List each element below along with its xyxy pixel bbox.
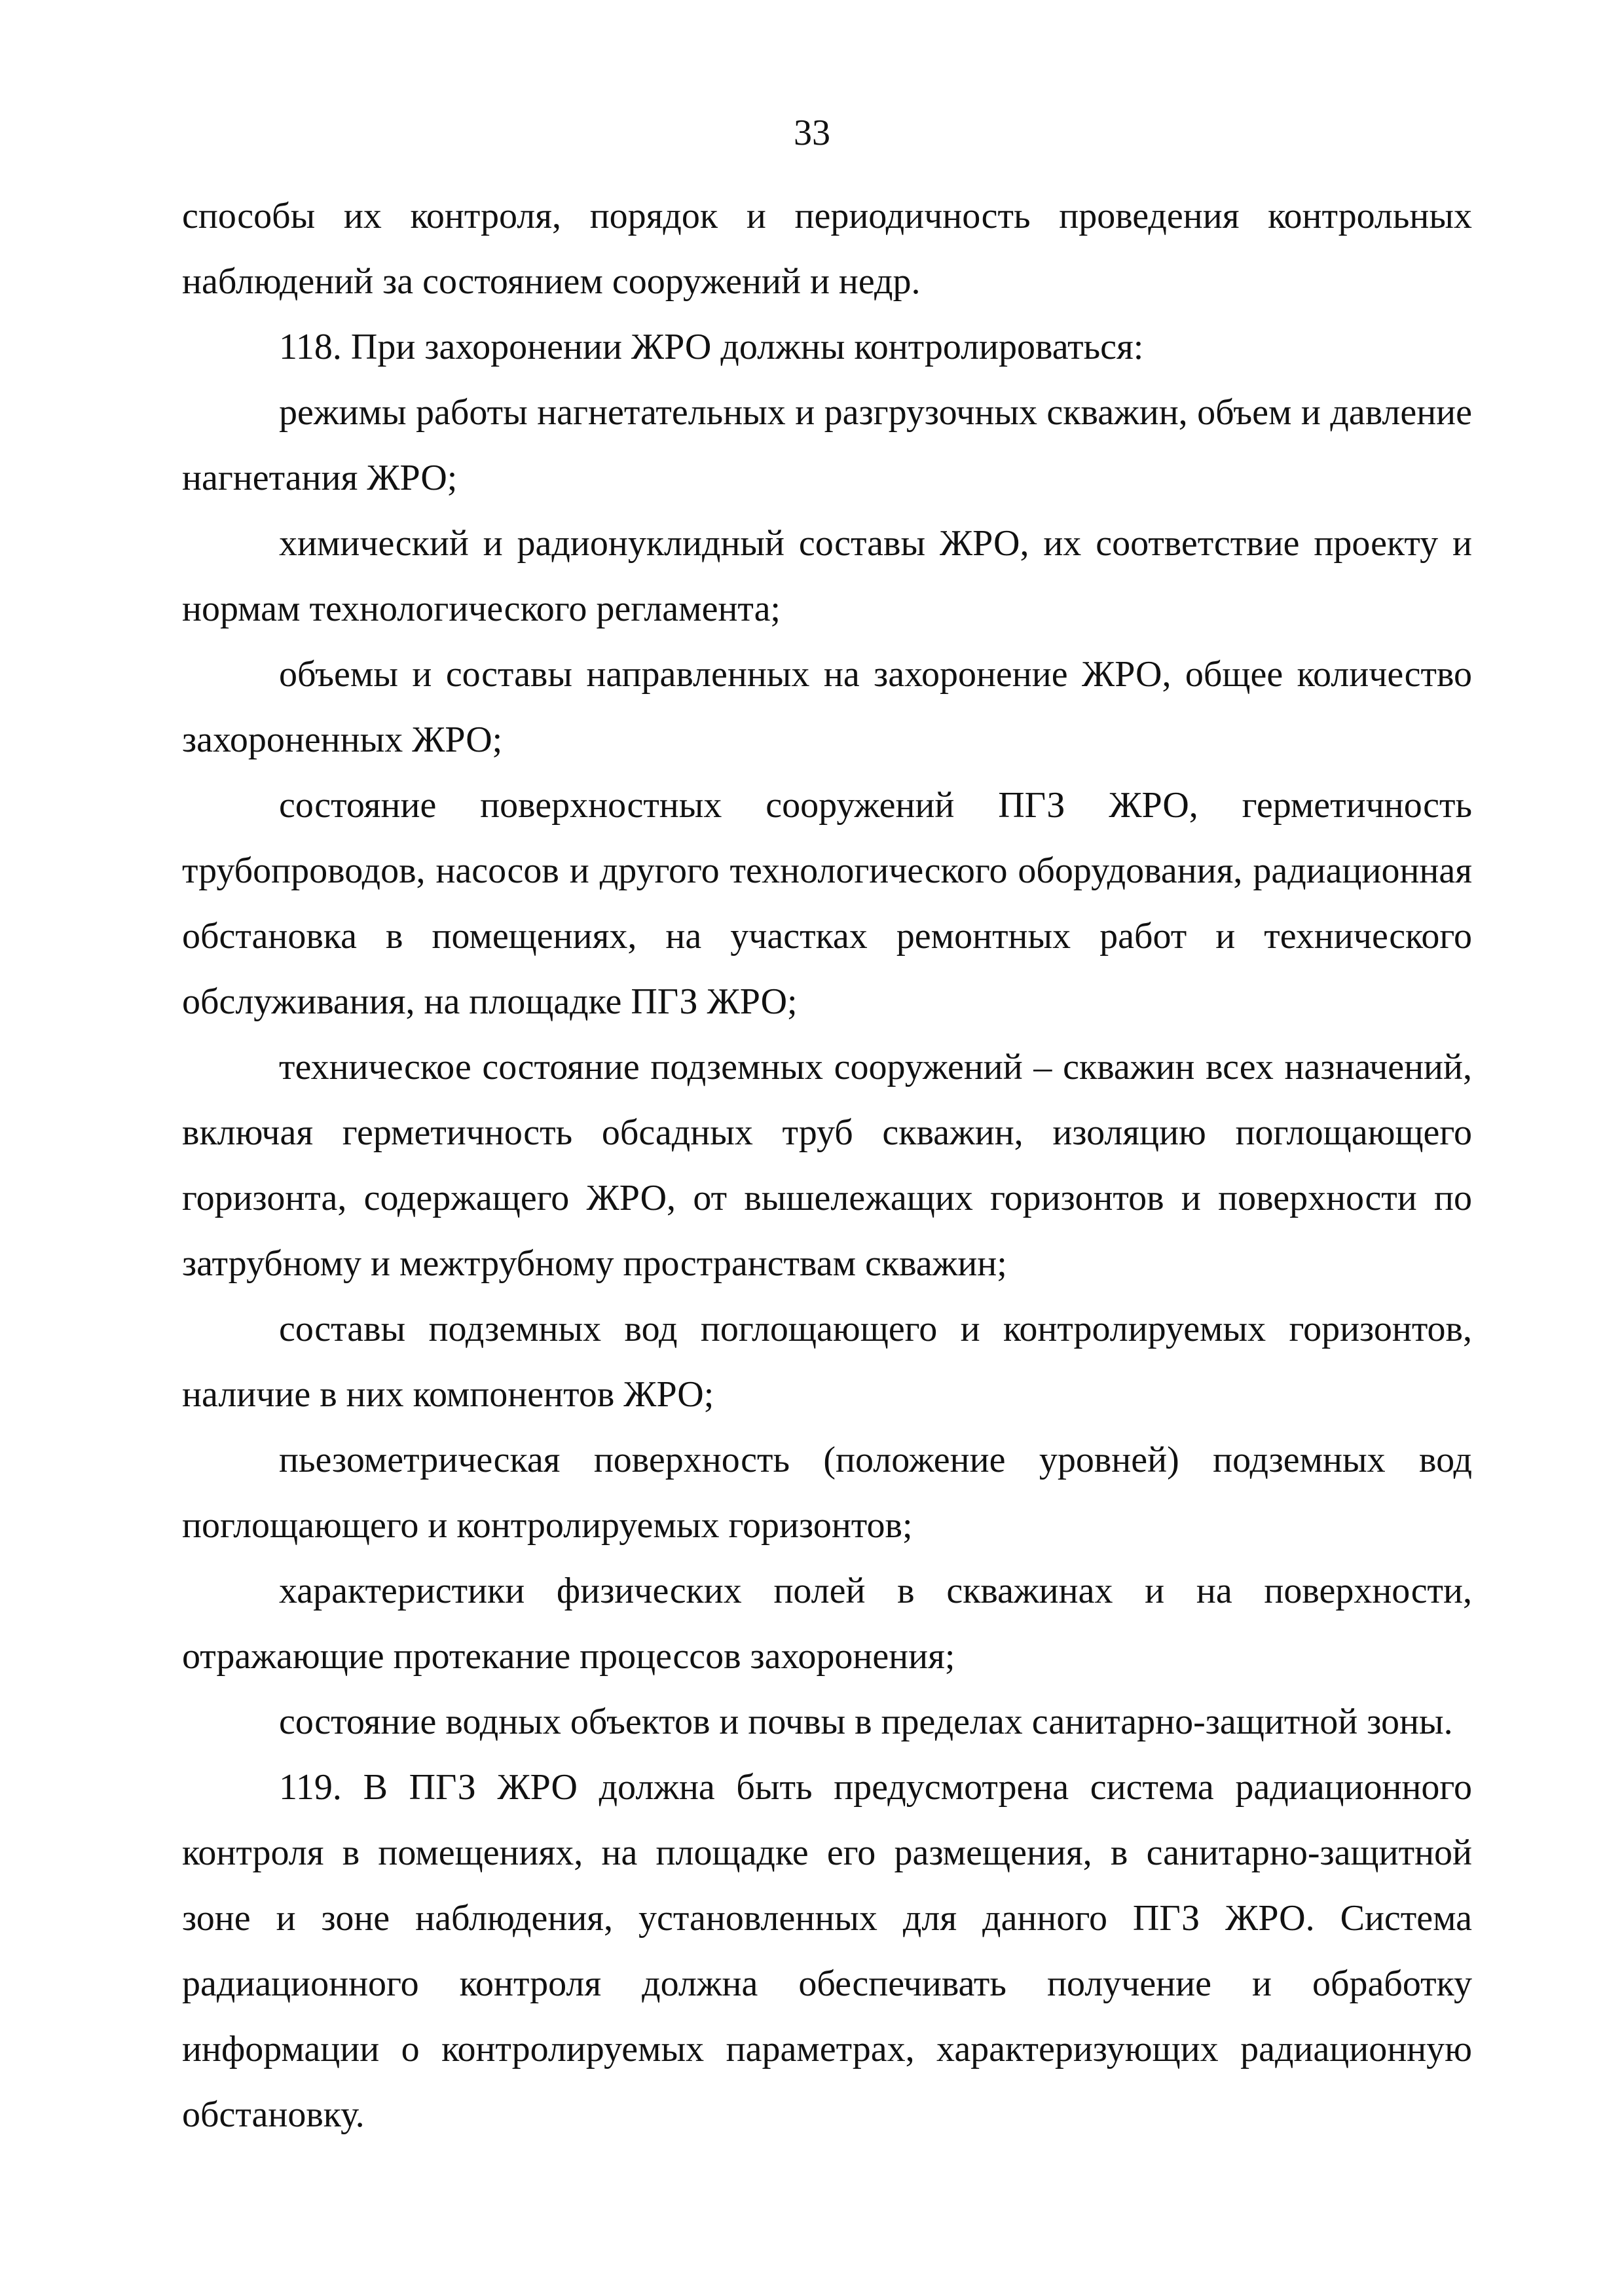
paragraph-surface-structures: состояние поверхностных сооружений ПГЗ ЖРО, герметичность трубопроводов, насосов и другого технологического оборудования, радиационная обстановка в помещениях, на участках ремонтных работ и технического обслуживания, на площадке ПГЗ ЖРО;: [182, 785, 1472, 1022]
paragraph-water-soil: состояние водных объектов и почвы в пределах санитарно-защитной зоны.: [279, 1702, 1453, 1742]
document-body: [182, 183, 1472, 2147]
paragraph-volumes: объемы и составы направленных на захоронение ЖРО, общее количество захороненных ЖРО;: [182, 654, 1472, 760]
paragraph-physical-fields: характеристики физических полей в скважинах и на поверхности, отражающие протекание процессов захоронения;: [182, 1571, 1472, 1677]
paragraph-continuation: способы их контроля, порядок и периодичность проведения контрольных наблюдений за состоянием сооружений и недр.: [182, 196, 1472, 302]
paragraph-item-118: 118. При захоронении ЖРО должны контролироваться:: [279, 327, 1144, 367]
paragraph-injection-modes: режимы работы нагнетательных и разгрузочных скважин, объем и давление нагнетания ЖРО;: [182, 392, 1472, 498]
page-number: 33: [794, 113, 830, 153]
paragraph-groundwater-composition: составы подземных вод поглощающего и контролируемых горизонтов, наличие в них компонентов ЖРО;: [182, 1309, 1472, 1415]
paragraph-chemical-composition: химический и радионуклидный составы ЖРО, их соответствие проекту и нормам технологического регламента;: [182, 523, 1472, 629]
paragraph-item-119: 119. В ПГЗ ЖРО должна быть предусмотрена система радиационного контроля в помещениях, на площадке его размещения, в санитарно-защитной зоне и зоне наблюдения, установленных для данного ПГЗ ЖРО. Система радиационного контроля должна обеспечивать получение и обработку информации о контролируемых параметрах, характеризующих радиационную обстановку.: [182, 1767, 1472, 2135]
paragraph-underground-structures: техническое состояние подземных сооружений – скважин всех назначений, включая герметичность обсадных труб скважин, изоляцию поглощающего горизонта, содержащего ЖРО, от вышележащих горизонтов и поверхности по затрубному и межтрубному пространствам скважин;: [182, 1047, 1472, 1284]
paragraph-piezometric-surface: пьезометрическая поверхность (положение уровней) подземных вод поглощающего и контролируемых горизонтов;: [182, 1440, 1472, 1546]
